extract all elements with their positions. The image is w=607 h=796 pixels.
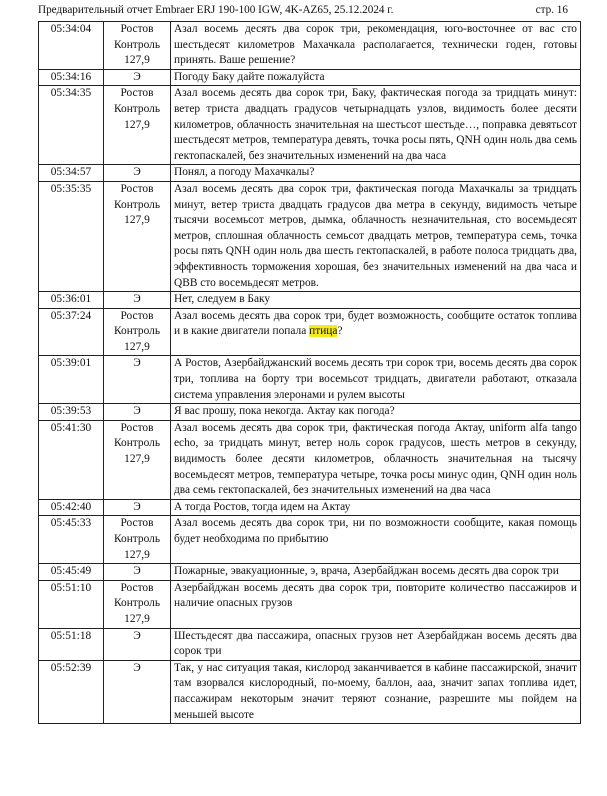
message-text: Азал восемь десять два сорок три, рекомендация, юго-восточнее от вас сто шестьдесят километров Махачкала располагается, технически годен, готовы принять. Ваше решение? — [174, 23, 577, 67]
table-row — [39, 292, 581, 309]
speaker-line: Ростов — [120, 23, 154, 35]
speaker-line: Ростов — [120, 182, 154, 195]
message-cell — [171, 308, 581, 356]
table-row — [39, 660, 581, 723]
speaker-cell — [104, 165, 171, 182]
speaker-cell — [104, 499, 171, 516]
message-text: Азал восемь десять два сорок три, ни по возможности сообщите, какая помощь будет необходима по прибытию — [174, 517, 577, 545]
message-text: Азал восемь десять два сорок три, фактическая погода Махачкалы за тридцать минут, ветер триста двадцать градусов два метра в секунду, видимость четыре тысячи восемьсот метров, дымка, облачность незначительная, сто восемьдесят метров, сплошная облачность семьсот двадцать метров, температура семь, точка росы пять QNH один ноль два шесть гектопаскалей, в работе полоса тридцать два, эффективность торможения хорошая, без значительных изменений на два часа и QBB сто восемьдесят метров. — [174, 182, 577, 289]
table-row — [39, 420, 581, 499]
time-cell: 05:52:39 — [39, 660, 104, 723]
speaker-line: Э — [133, 70, 141, 83]
time-cell: 05:51:18 — [39, 628, 104, 660]
speaker-line: Ростов — [120, 581, 154, 594]
speaker-cell — [104, 628, 171, 660]
table-row — [39, 69, 581, 86]
speaker-line: Э — [133, 166, 141, 179]
speaker-cell — [104, 660, 171, 723]
message-text-tail: ? — [337, 325, 343, 338]
message-text: Азал восемь десять два сорок три, будет возможность, сообщите остаток топлива и в какие двигатели попала — [174, 309, 577, 338]
time-cell: 05:35:35 — [39, 181, 104, 291]
message-text: Понял, а погоду Махачкалы? — [174, 166, 315, 179]
transcript-table — [38, 21, 581, 724]
speaker-cell — [104, 564, 171, 581]
message-cell — [171, 22, 581, 70]
speaker-line: 127,9 — [124, 548, 150, 561]
message-cell — [171, 292, 581, 309]
page-header — [38, 3, 576, 17]
time-cell: 05:45:49 — [39, 564, 104, 581]
time-cell: 05:34:35 — [39, 86, 104, 165]
speaker-line: Ростов — [120, 87, 154, 100]
message-cell — [171, 69, 581, 86]
time-cell: 05:51:10 — [39, 580, 104, 628]
message-text: Азал восемь десять два сорок три, фактическая погода Актау, uniform alfa tango echo, за тридцать минут, ветер ноль сорок градусов, шесть метров в секунду, видимость более десяти километров, облачность значительная на тысячу восемьдесят метров, температура четыре, точка росы минус один, QNH один ноль два семь гектопаскалей, без значительных изменений на два часа — [174, 421, 577, 497]
speaker-line: 127,9 — [124, 118, 150, 131]
message-cell — [171, 564, 581, 581]
table-row — [39, 499, 581, 516]
page-number: стр. 16 — [535, 4, 568, 16]
speaker-cell — [104, 420, 171, 499]
speaker-cell — [104, 22, 171, 70]
transcript-body — [39, 22, 581, 724]
report-title: Предварительный отчет Embraer ERJ 190-100 IGW, 4K-AZ65, 25.12.2024 г. — [38, 4, 394, 16]
speaker-line: Контроль — [113, 533, 161, 545]
speaker-cell — [104, 516, 171, 564]
highlighted-word: птица — [309, 325, 338, 338]
time-cell: 05:41:30 — [39, 420, 104, 499]
time-cell: 05:39:01 — [39, 356, 104, 404]
speaker-cell — [104, 181, 171, 291]
time-cell: 05:42:40 — [39, 499, 104, 516]
message-text: Азербайджан восемь десять два сорок три, повторите количество пассажиров и наличие опасных грузов — [174, 581, 577, 610]
speaker-line: 127,9 — [124, 453, 150, 466]
speaker-line: Контроль — [113, 198, 161, 211]
speaker-line: 127,9 — [124, 214, 150, 227]
table-row — [39, 308, 581, 356]
speaker-line: 127,9 — [124, 340, 150, 353]
message-cell — [171, 165, 581, 182]
table-row — [39, 580, 581, 628]
time-cell: 05:34:04 — [39, 22, 104, 70]
speaker-cell — [104, 580, 171, 628]
message-cell — [171, 660, 581, 723]
message-text: Шестьдесят два пассажира, опасных грузов нет Азербайджан восемь десять два сорок три — [174, 629, 577, 658]
speaker-cell — [104, 69, 171, 86]
speaker-line: Контроль — [113, 597, 161, 610]
time-cell: 05:34:57 — [39, 165, 104, 182]
message-text: А Ростов, Азербайджанский восемь десять три сорок три, восемь десять два сорок три, топлива на борту три восемьсот тридцать, двигатели работают, отказала система управления элеронами и рулем высоты — [174, 357, 577, 401]
speaker-line: Э — [133, 661, 141, 674]
speaker-line: Ростов — [120, 309, 154, 322]
speaker-line: Э — [133, 629, 141, 642]
speaker-cell — [104, 86, 171, 165]
table-row — [39, 22, 581, 70]
table-row — [39, 628, 581, 660]
speaker-line: Э — [133, 500, 141, 513]
message-cell — [171, 420, 581, 499]
speaker-line: Ростов — [120, 421, 154, 434]
message-cell — [171, 356, 581, 404]
speaker-line: Ростов — [120, 517, 154, 530]
time-cell: 05:45:33 — [39, 516, 104, 564]
speaker-cell — [104, 356, 171, 404]
message-text: Азал восемь десять два сорок три, Баку, фактическая погода за тридцать минут: ветер триста двадцать градусов четырнадцать узлов, видимость более десяти километров, облачность значительная на шестьсот шестьде…, поправка девятьсот шестьдесят метров, температура девять, точка росы пять, QNH один ноль два семь гектопаскалей, без значительных изменений на два часа — [174, 87, 577, 162]
message-cell — [171, 580, 581, 628]
speaker-line: Контроль — [113, 102, 161, 115]
message-cell — [171, 516, 581, 564]
table-row — [39, 516, 581, 564]
speaker-line: Э — [133, 357, 141, 370]
table-row — [39, 86, 581, 165]
time-cell: 05:37:24 — [39, 308, 104, 356]
speaker-line: Контроль — [113, 325, 161, 338]
message-text: Погоду Баку дайте пожалуйста — [174, 70, 325, 83]
message-text: Я вас прошу, пока некогда. Актау как погода? — [174, 405, 395, 418]
message-cell — [171, 86, 581, 165]
speaker-line: Контроль — [113, 437, 161, 450]
time-cell: 05:39:53 — [39, 404, 104, 421]
message-cell — [171, 404, 581, 421]
table-row — [39, 181, 581, 291]
message-cell — [171, 499, 581, 516]
speaker-cell — [104, 292, 171, 309]
message-text: Пожарные, эвакуационные, э, врача, Азербайджан восемь десять два сорок три — [174, 565, 559, 578]
speaker-line: Э — [133, 565, 141, 578]
speaker-line: Э — [133, 293, 141, 306]
message-text: А тогда Ростов, тогда идем на Актау — [174, 500, 351, 513]
speaker-cell — [104, 308, 171, 356]
message-cell — [171, 628, 581, 660]
time-cell: 05:36:01 — [39, 292, 104, 309]
speaker-line: 127,9 — [124, 612, 150, 625]
message-text: Нет, следуем в Баку — [174, 293, 271, 306]
table-row — [39, 165, 581, 182]
speaker-cell — [104, 404, 171, 421]
speaker-line: Э — [133, 405, 141, 418]
table-row — [39, 564, 581, 581]
table-row — [39, 356, 581, 404]
time-cell: 05:34:16 — [39, 69, 104, 86]
speaker-line: Контроль — [113, 38, 161, 51]
table-row — [39, 404, 581, 421]
speaker-line: 127,9 — [124, 54, 150, 67]
message-cell — [171, 181, 581, 291]
message-text: Так, у нас ситуация такая, кислород заканчивается в кабине пассажирской, значит там взорвался кислородный, по-моему, баллон, ааа, значит запах топлива идет, пассажирам некоторым значит теряют сознание, разрешите мы пойдем на меньшей высоте — [174, 661, 577, 721]
